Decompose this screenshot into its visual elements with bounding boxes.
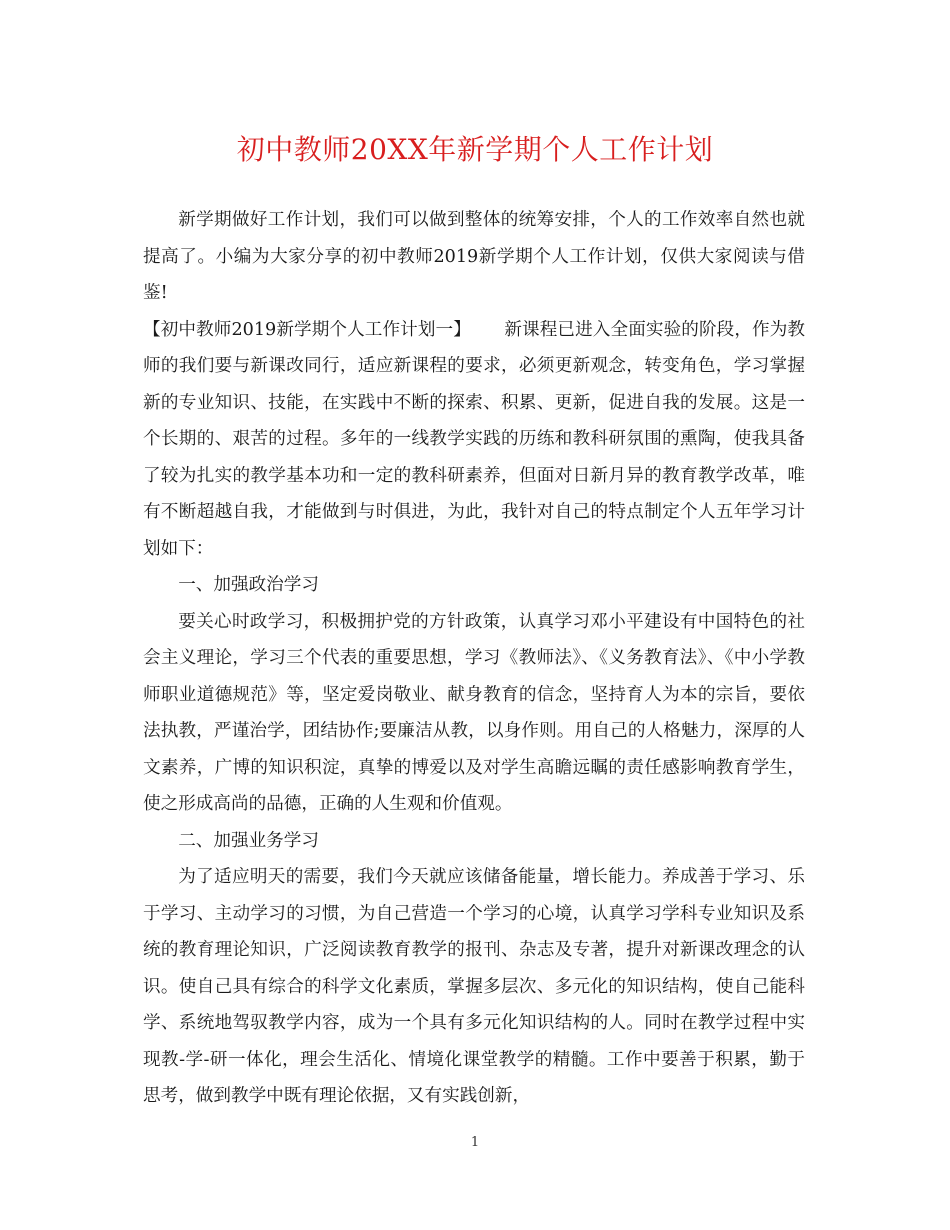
section-paragraph-business: 为了适应明天的需要，我们今天就应该储备能量，增长能力。养成善于学习、乐于学习、主动学习的习惯，为自己营造一个学习的心境，认真学习学科专业知识及系统的教育理论知识，广泛阅读教育教学的报刊、杂志及专著，提升对新课改理念的认识。使自己具有综合的科学文化素质，掌握多层次、多元化的知识结构，使自己能科学、系统地驾驭教学内容，成为一个具有多元化知识结构的人。同时在教学过程中实现教-学-研一体化，理会生活化、情境化课堂教学的精髓。工作中要善于积累，勤于思考，做到教学中既有理论依据，又有实践创新， — [143, 867, 805, 1106]
plan-intro-text: 新课程已进入全面实验的阶段，作为教师的我们要与新课改同行，适应新课程的要求，必须更新观念，转变角色，学习掌握新的专业知识、技能，在实践中不断的探索、积累、更新，促进自我的发展。这是一个长期的、艰苦的过程。多年的一线教学实践的历练和教科研氛围的熏陶，使我具备了较为扎实的教学基本功和一定的教科研素养，但面对日新月异的教育教学改革，唯有不断超越自我，才能做到与时俱进，为此，我针对自己的特点制定个人五年学习计划如下： — [143, 319, 805, 559]
section-heading-politics: 一、加强政治学习 — [178, 575, 319, 595]
document-body — [143, 202, 805, 1115]
section-heading-business: 二、加强业务学习 — [178, 830, 319, 851]
section-paragraph-politics: 要关心时政学习，积极拥护党的方针政策，认真学习邓小平建设有中国特色的社会主义理论，学习三个代表的重要思想，学习《教师法》、《义务教育法》、《中小学教师职业道德规范》等，坚定爱岗敬业、献身教育的信念，坚持育人为本的宗旨，要依法执教，严谨治学，团结协作;要廉洁从教，以身作则。用自己的人格魅力，深厚的人文素养，广博的知识积淀，真挚的博爱以及对学生高瞻远瞩的责任感影响教育学生，使之形成高尚的品德，正确的人生观和价值观。 — [143, 611, 805, 814]
plan-label: 【初中教师2019新学期个人工作计划一】 — [143, 319, 471, 340]
intro-paragraph: 新学期做好工作计划，我们可以做到整体的统筹安排，个人的工作效率自然也就提高了。小编为大家分享的初中教师2019新学期个人工作计划，仅供大家阅读与借鉴! — [143, 210, 805, 303]
page-number: 1 — [470, 1135, 480, 1150]
document-title: 初中教师20XX年新学期个人工作计划 — [236, 133, 714, 166]
plan-paragraph — [143, 312, 805, 568]
